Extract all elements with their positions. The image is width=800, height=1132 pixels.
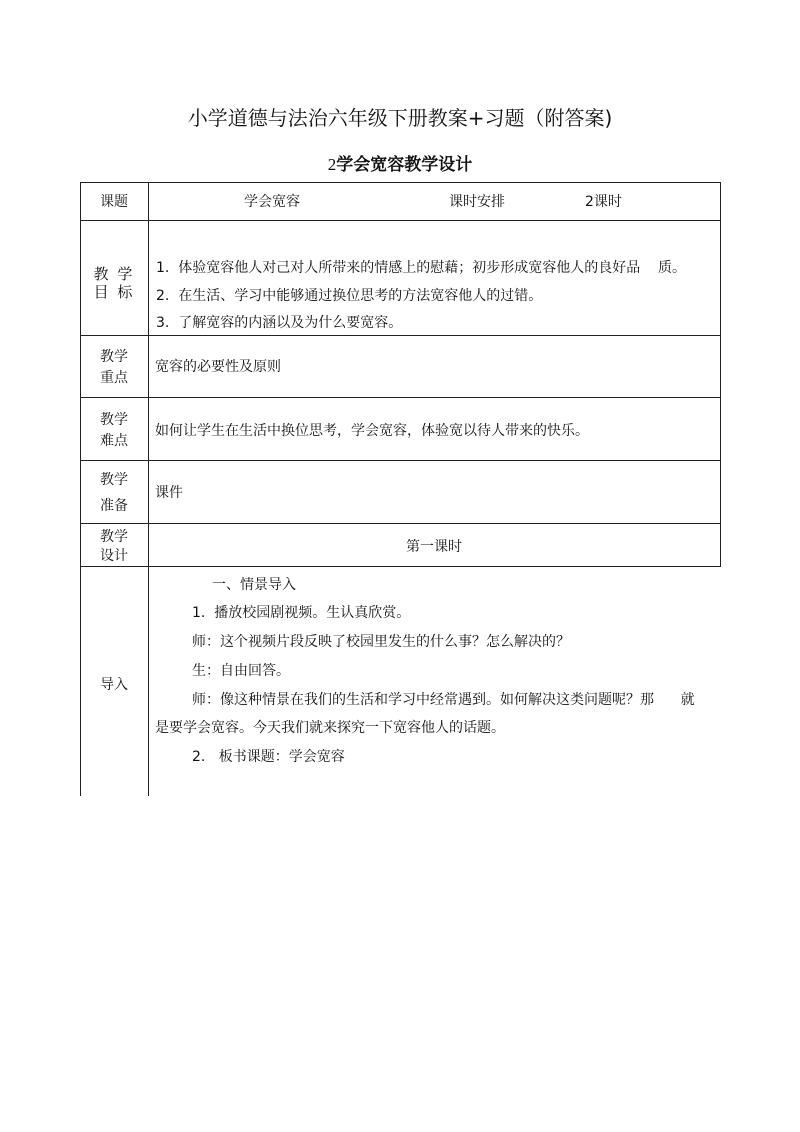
lesson-number: 2	[327, 155, 337, 174]
intro-line: 1. 播放校园剧视频。生认真欣赏。	[192, 605, 411, 621]
goal-item-1: 1. 体验宽容他人对己对人所带来的情感上的慰藉；初步形成宽容他人的良好品 质。	[156, 260, 687, 276]
topic-value: 学会宽容	[244, 194, 300, 210]
document-title: 小学道德与法治六年级下册教案+习题（附答案)	[187, 106, 613, 130]
design-content: 第一课时	[406, 539, 462, 555]
intro-line: 2. 板书课题：学会宽容	[192, 749, 345, 765]
intro-line: 是要学会宽容。今天我们就来探究一下宽容他人的话题。	[155, 720, 505, 736]
prep-label-line2: 准备	[100, 498, 128, 514]
difficult-points-content: 如何让学生在生活中换位思考，学会宽容，体验宽以待人带来的快乐。	[155, 423, 589, 439]
intro-label: 导入	[100, 677, 128, 693]
topic-label: 课题	[100, 194, 128, 210]
difficult-label-line1: 教学	[100, 412, 128, 428]
row-divider	[80, 335, 721, 336]
intro-section-heading: 一、情景导入	[212, 577, 296, 593]
prep-content: 课件	[155, 485, 183, 501]
intro-line: 生：自由回答。	[192, 663, 290, 679]
prep-label-line1: 教学	[100, 472, 128, 488]
intro-line: 师：这个视频片段反映了校园里发生的什么事？怎么解决的？	[192, 634, 570, 650]
lesson-title-text: 学会宽容教学设计	[336, 155, 473, 175]
goals-label-line2: 目 标	[93, 283, 135, 301]
row-divider	[80, 566, 721, 567]
goal-item-3: 3. 了解宽容的内涵以及为什么要宽容。	[156, 315, 403, 331]
goal-item-2: 2. 在生活、学习中能够通过换位思考的方法宽容他人的过错。	[156, 288, 543, 304]
row-divider	[80, 220, 721, 221]
row-divider	[80, 460, 721, 461]
design-label-line2: 设计	[100, 548, 128, 564]
row-divider	[80, 523, 721, 524]
key-label-line2: 重点	[100, 370, 128, 386]
right-border	[720, 182, 721, 567]
lesson-title	[0, 152, 800, 178]
row-divider	[80, 397, 721, 398]
intro-line: 师：像这种情景在我们的生活和学习中经常遇到。如何解决这类问题呢？那 就	[192, 692, 695, 708]
difficult-label-line2: 难点	[100, 433, 128, 449]
schedule-value: 2课时	[585, 194, 622, 210]
key-label-line1: 教学	[100, 349, 128, 365]
goals-label-line1: 教 学	[93, 265, 135, 283]
key-points-content: 宽容的必要性及原则	[155, 359, 281, 375]
design-label-line1: 教学	[100, 529, 128, 545]
column-divider	[148, 182, 149, 796]
schedule-label: 课时安排	[449, 194, 505, 210]
